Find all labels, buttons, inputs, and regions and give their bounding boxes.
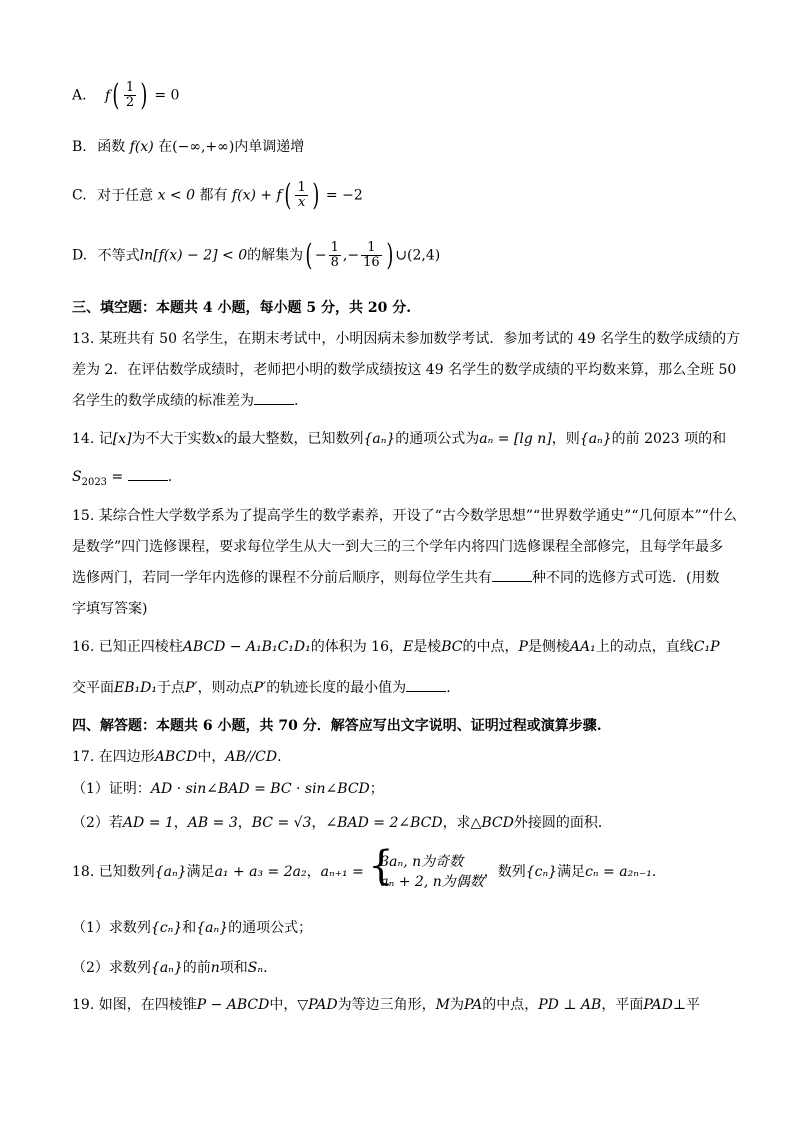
q15-line1: 15. 某综合性大学数学系为了提高学生的数学素养，开设了“古今数学思想”“世界数学通史”“几何原本”“什么 <box>72 508 737 524</box>
q17-line3: （2）若AD = 1，AB = 3，BC = √3，∠BAD = 2∠BCD，求△BCD外接圆的面积． <box>72 815 612 831</box>
option-c-text1: 对于任意 <box>97 187 154 204</box>
option-a-label: A. <box>72 87 87 104</box>
q17-line1: 17. 在四边形ABCD中，AB//CD. <box>72 749 282 765</box>
option-c-text2: 都有 <box>199 187 228 204</box>
q15-line4: 字填写答案) <box>72 601 148 617</box>
q13-line2: 差为 2．在评估数学成绩时，老师把小明的数学成绩按这 49 名学生的数学成绩的平均数来算，那么全班 50 <box>72 362 737 378</box>
option-b-label: B. <box>72 139 87 155</box>
q18-part2: （2）求数列{aₙ}的前n项和Sₙ. <box>72 960 268 976</box>
option-b <box>72 136 304 156</box>
q15-line3: 选修两门，若同一学年内选修的课程不分前后顺序，则每位学生共有 种不同的选修方式可选．(用数 <box>72 567 719 587</box>
q14-line1: 14. 记[x]为不大于实数x的最大整数，已知数列{aₙ}的通项公式为aₙ = [lg n]，则{aₙ}的前 2023 项的和 <box>72 431 727 447</box>
q18-line1: 18. 已知数列{aₙ}满足a₁ + a₃ = 2a₂，aₙ₊₁ = { 3aₙ, n为奇数 aₙ + 2, n为偶数 ，数列{cₙ}满足cₙ = a₂ₙ₋₁. <box>72 843 657 890</box>
q13-line1: 13. 某班共有 50 名学生，在期末考试中，小明因病未参加数学考试．参加考试的 49 名学生的数学成绩的方 <box>72 331 741 347</box>
option-b-text3: 内单调递增 <box>234 139 305 155</box>
option-a: A. f( $\frac{1}{2}$ ) = 0 <box>72 78 180 113</box>
q16-blank[interactable] <box>406 677 446 692</box>
q19-line1: 19. 如图，在四棱锥P − ABCD中，▽PAD为等边三角形，M为PA的中点，PD ⊥ AB，平面PAD⊥平 <box>72 997 700 1013</box>
q13-blank[interactable] <box>254 390 294 405</box>
option-c-cond: x < 0 <box>157 187 196 204</box>
option-b-text1: 函数 <box>97 139 126 155</box>
option-b-text2: 在 <box>158 139 173 155</box>
option-c-expr1: f(x) + f <box>231 187 282 204</box>
q15-line2: 是数学”四门选修课程，要求每位学生从大一到大三的三个学年内将四门选修课程全部修完，且每学年最多 <box>72 539 724 555</box>
q16-line1: 16. 已知正四棱柱ABCD − A₁B₁C₁D₁的体积为 16，E是棱BC的中点，P是侧棱AA₁上的动点，直线C₁P <box>72 639 720 655</box>
option-c-label: C. <box>72 187 87 204</box>
option-b-expr: f(x) <box>129 139 154 155</box>
section4-title: 四、解答题：本题共 6 小题，共 70 分．解答应写出文字说明、证明过程或演算步骤. <box>72 718 602 734</box>
q14-blank[interactable] <box>128 466 168 481</box>
option-d-fraction1: $\frac{1}{8}$ <box>330 240 339 270</box>
section3-title: 三、填空题：本题共 4 小题，每小题 5 分，共 20 分. <box>72 300 412 316</box>
option-c-result: = −2 <box>325 187 363 204</box>
option-d-text1: 不等式 <box>97 247 140 264</box>
option-d-expr: ln[f(x) − 2] < 0 <box>139 247 248 264</box>
q18-cases: { 3aₙ, n为奇数 aₙ + 2, n为偶数 <box>368 843 484 890</box>
option-c: C. 对于任意 x < 0 都有 f(x) + f( $\frac{1}{x}$ ) = −2 <box>72 178 363 213</box>
q15-blank[interactable] <box>492 567 532 582</box>
option-a-result: = 0 <box>154 87 180 104</box>
option-b-interval: (−∞,+∞) <box>172 139 235 155</box>
option-a-fraction: $\frac{1}{2}$ <box>125 80 135 110</box>
q17-line2: （1）证明：AD · sin∠BAD = BC · sin∠BCD； <box>72 781 384 797</box>
option-c-fraction: $\frac{1}{x}$ <box>297 180 306 210</box>
option-d-tail: ∪(2,4) <box>395 247 441 264</box>
option-d-label: D. <box>72 247 88 264</box>
q16-line2: 交平面EB₁D₁于点P′，则动点P′的轨迹长度的最小值为 . <box>72 677 451 697</box>
q18-part1: （1）求数列{cₙ}和{aₙ}的通项公式； <box>72 920 313 936</box>
option-d-fraction2: $\frac{1}{16}$ <box>363 240 380 270</box>
q13-line3: 名学生的数学成绩的标准差为 . <box>72 390 298 410</box>
q14-line2: $S_{2023}$ = . <box>72 466 172 488</box>
option-d-text2: 的解集为 <box>247 247 304 264</box>
option-a-func: f <box>105 87 111 104</box>
option-d: D. 不等式ln[f(x) − 2] < 0的解集为( − $\frac{1}{8}$ ,− $\frac{1}{16}$ ) ∪(2,4) <box>72 238 441 273</box>
